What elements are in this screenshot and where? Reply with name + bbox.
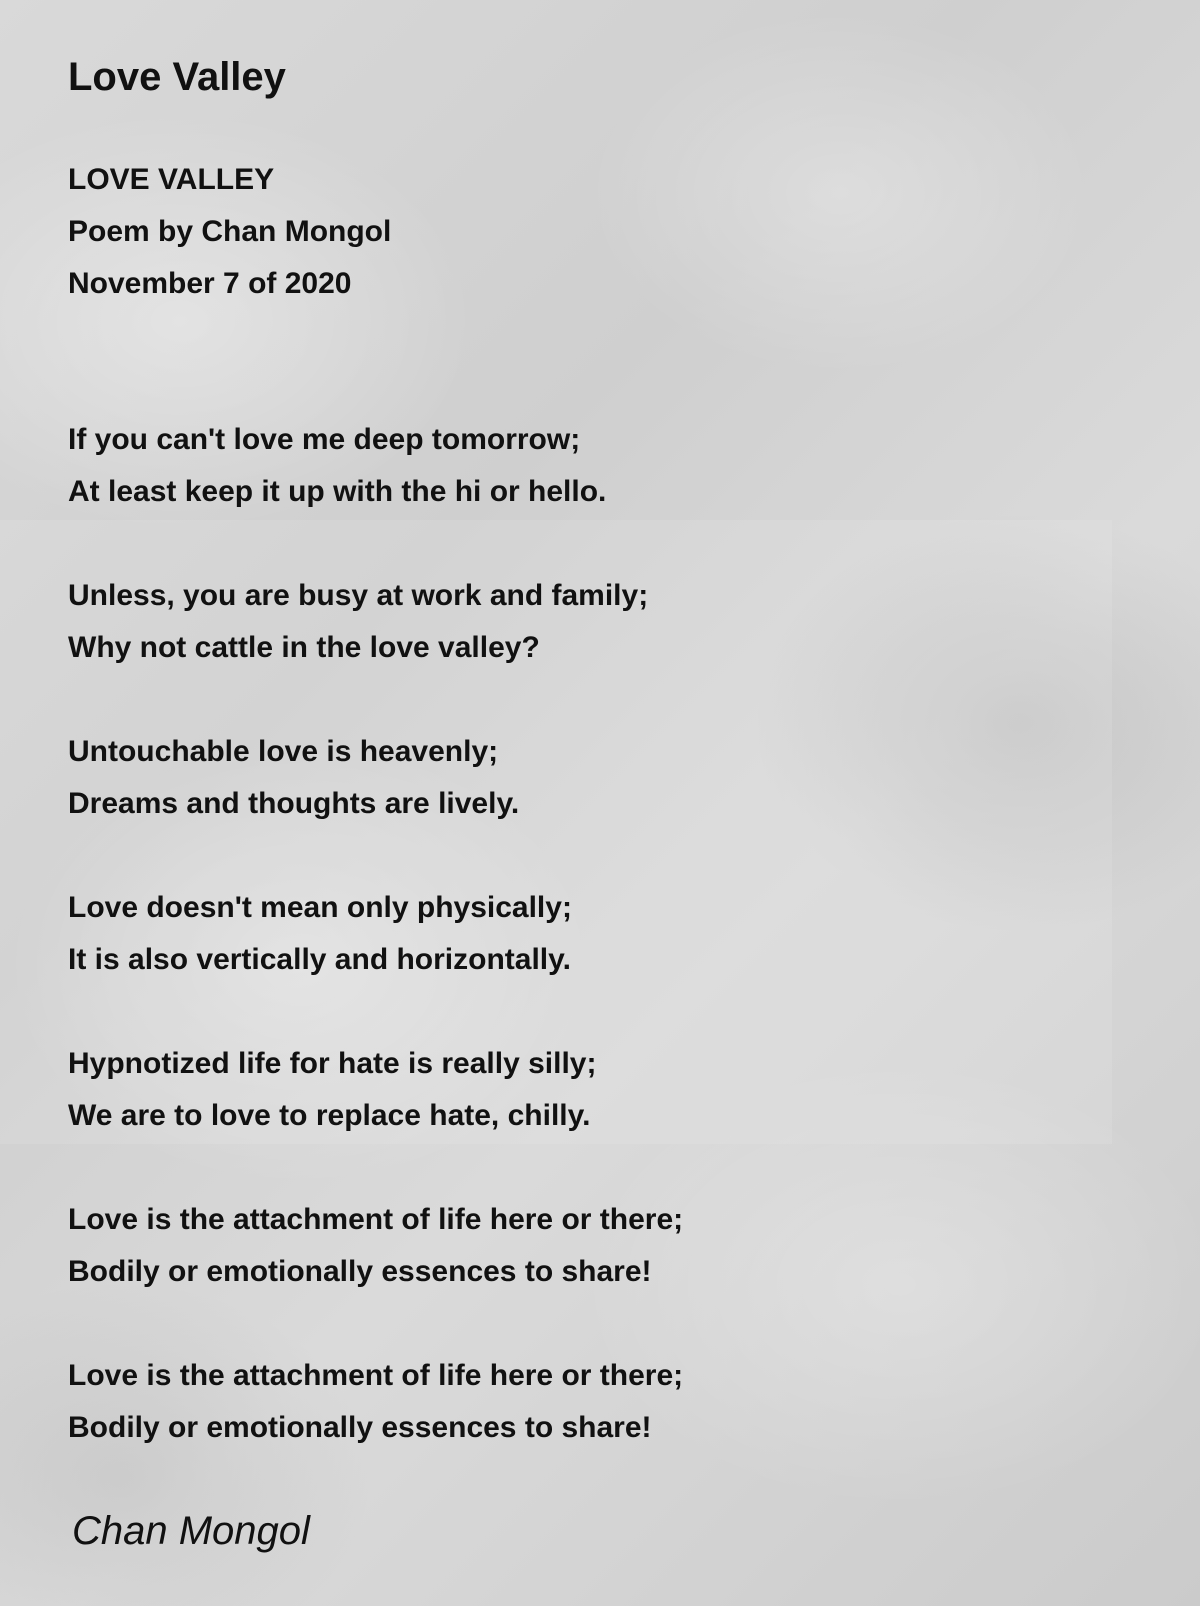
poem-line: Unless, you are busy at work and family; (68, 579, 649, 612)
poem-line: Bodily or emotionally essences to share! (68, 1411, 652, 1444)
stanza (68, 1038, 683, 1142)
poem-heading: LOVE VALLEY (68, 163, 275, 196)
poem-body (68, 414, 683, 1506)
poem-line: We are to love to replace hate, chilly. (68, 1099, 591, 1132)
poem-line: Love doesn't mean only physically; (68, 891, 572, 924)
poem-line: If you can't love me deep tomorrow; (68, 423, 581, 456)
poem-line: It is also vertically and horizontally. (68, 943, 571, 976)
poem-date: November 7 of 2020 (68, 267, 352, 300)
poem-line: Hypnotized life for hate is really silly; (68, 1047, 597, 1080)
poem-title: Love Valley (68, 55, 286, 99)
poem-line: Bodily or emotionally essences to share! (68, 1255, 652, 1288)
stanza (68, 1194, 683, 1298)
poem-byline: Poem by Chan Mongol (68, 215, 392, 248)
stanza (68, 882, 683, 986)
stanza (68, 570, 683, 674)
stanza (68, 1350, 683, 1454)
poem-line: At least keep it up with the hi or hello. (68, 475, 607, 508)
poem-header (68, 154, 391, 310)
stanza (68, 726, 683, 830)
poem-line: Love is the attachment of life here or there; (68, 1359, 684, 1392)
stanza (68, 414, 683, 518)
poem-line: Dreams and thoughts are lively. (68, 787, 520, 820)
poem-line: Love is the attachment of life here or there; (68, 1203, 684, 1236)
author-signature: Chan Mongol (72, 1509, 310, 1553)
poem-line: Untouchable love is heavenly; (68, 735, 499, 768)
poem-line: Why not cattle in the love valley? (68, 631, 540, 664)
